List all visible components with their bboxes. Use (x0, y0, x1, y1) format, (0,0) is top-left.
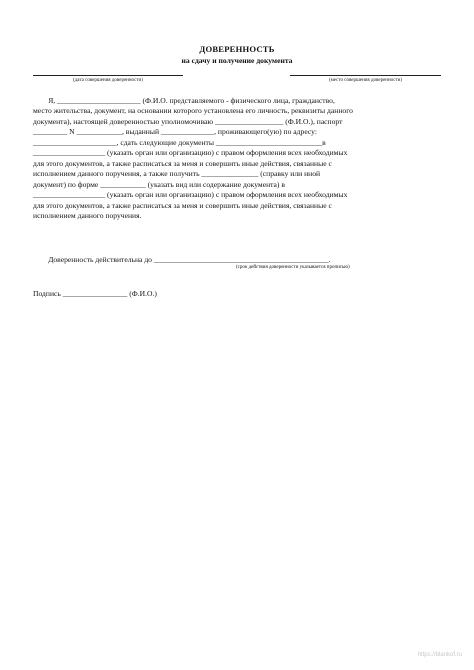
body-line: документа), настоящей доверенностью уполномочиваю __________________ (Ф.И.О.), паспорт (33, 116, 343, 126)
validity-caption: (срок действия доверенности указывается прописью) (236, 265, 350, 270)
place-caption: (место совершения доверенности) (328, 78, 403, 83)
body-line: ___________________ (указать орган или организацию) с правом оформления всех необходимых (33, 148, 348, 158)
body-line: исполнением данного поручения. (33, 210, 142, 220)
body-line: документ) по форме ____________ (указать вид или содержание документа) в (33, 179, 285, 189)
document-body (33, 96, 451, 221)
source-watermark: https://blankof.ru (417, 652, 462, 658)
validity-statement: Доверенность действительна до ______________________________________________. (33, 255, 331, 264)
place-line (290, 75, 441, 76)
date-line (33, 75, 183, 76)
body-line: для этого документов, а также расписаться за меня и совершить иные действия, связанные с (33, 200, 332, 210)
date-caption: (дата совершения доверенности) (73, 78, 143, 83)
document-subtitle: на сдачу и получение документа (181, 56, 293, 65)
body-line: ___________________ (указать орган или организацию) с правом оформления всех необходимых (33, 190, 348, 200)
body-line: исполнением данного поручения, а также получить _______________ (справку или иной (33, 169, 321, 179)
body-line: для этого документов, а также расписаться за меня и совершить иные действия, связанные с (33, 158, 332, 168)
body-line: место жительства, документ, на основании которого установлена его личность, реквизиты данного (33, 106, 353, 116)
body-line: ______________________, сдать следующие документы ____________________________в (33, 137, 326, 147)
document-title: ДОВЕРЕННОСТЬ (199, 44, 275, 54)
body-line: Я, ______________________ (Ф.И.О. представляемого - физического лица, гражданство, (33, 96, 335, 105)
signature-line: Подпись _________________ (Ф.И.О.) (33, 289, 157, 298)
body-line: _________ N ____________, выданный ______________, проживающего(ую) по адресу: (33, 127, 317, 137)
